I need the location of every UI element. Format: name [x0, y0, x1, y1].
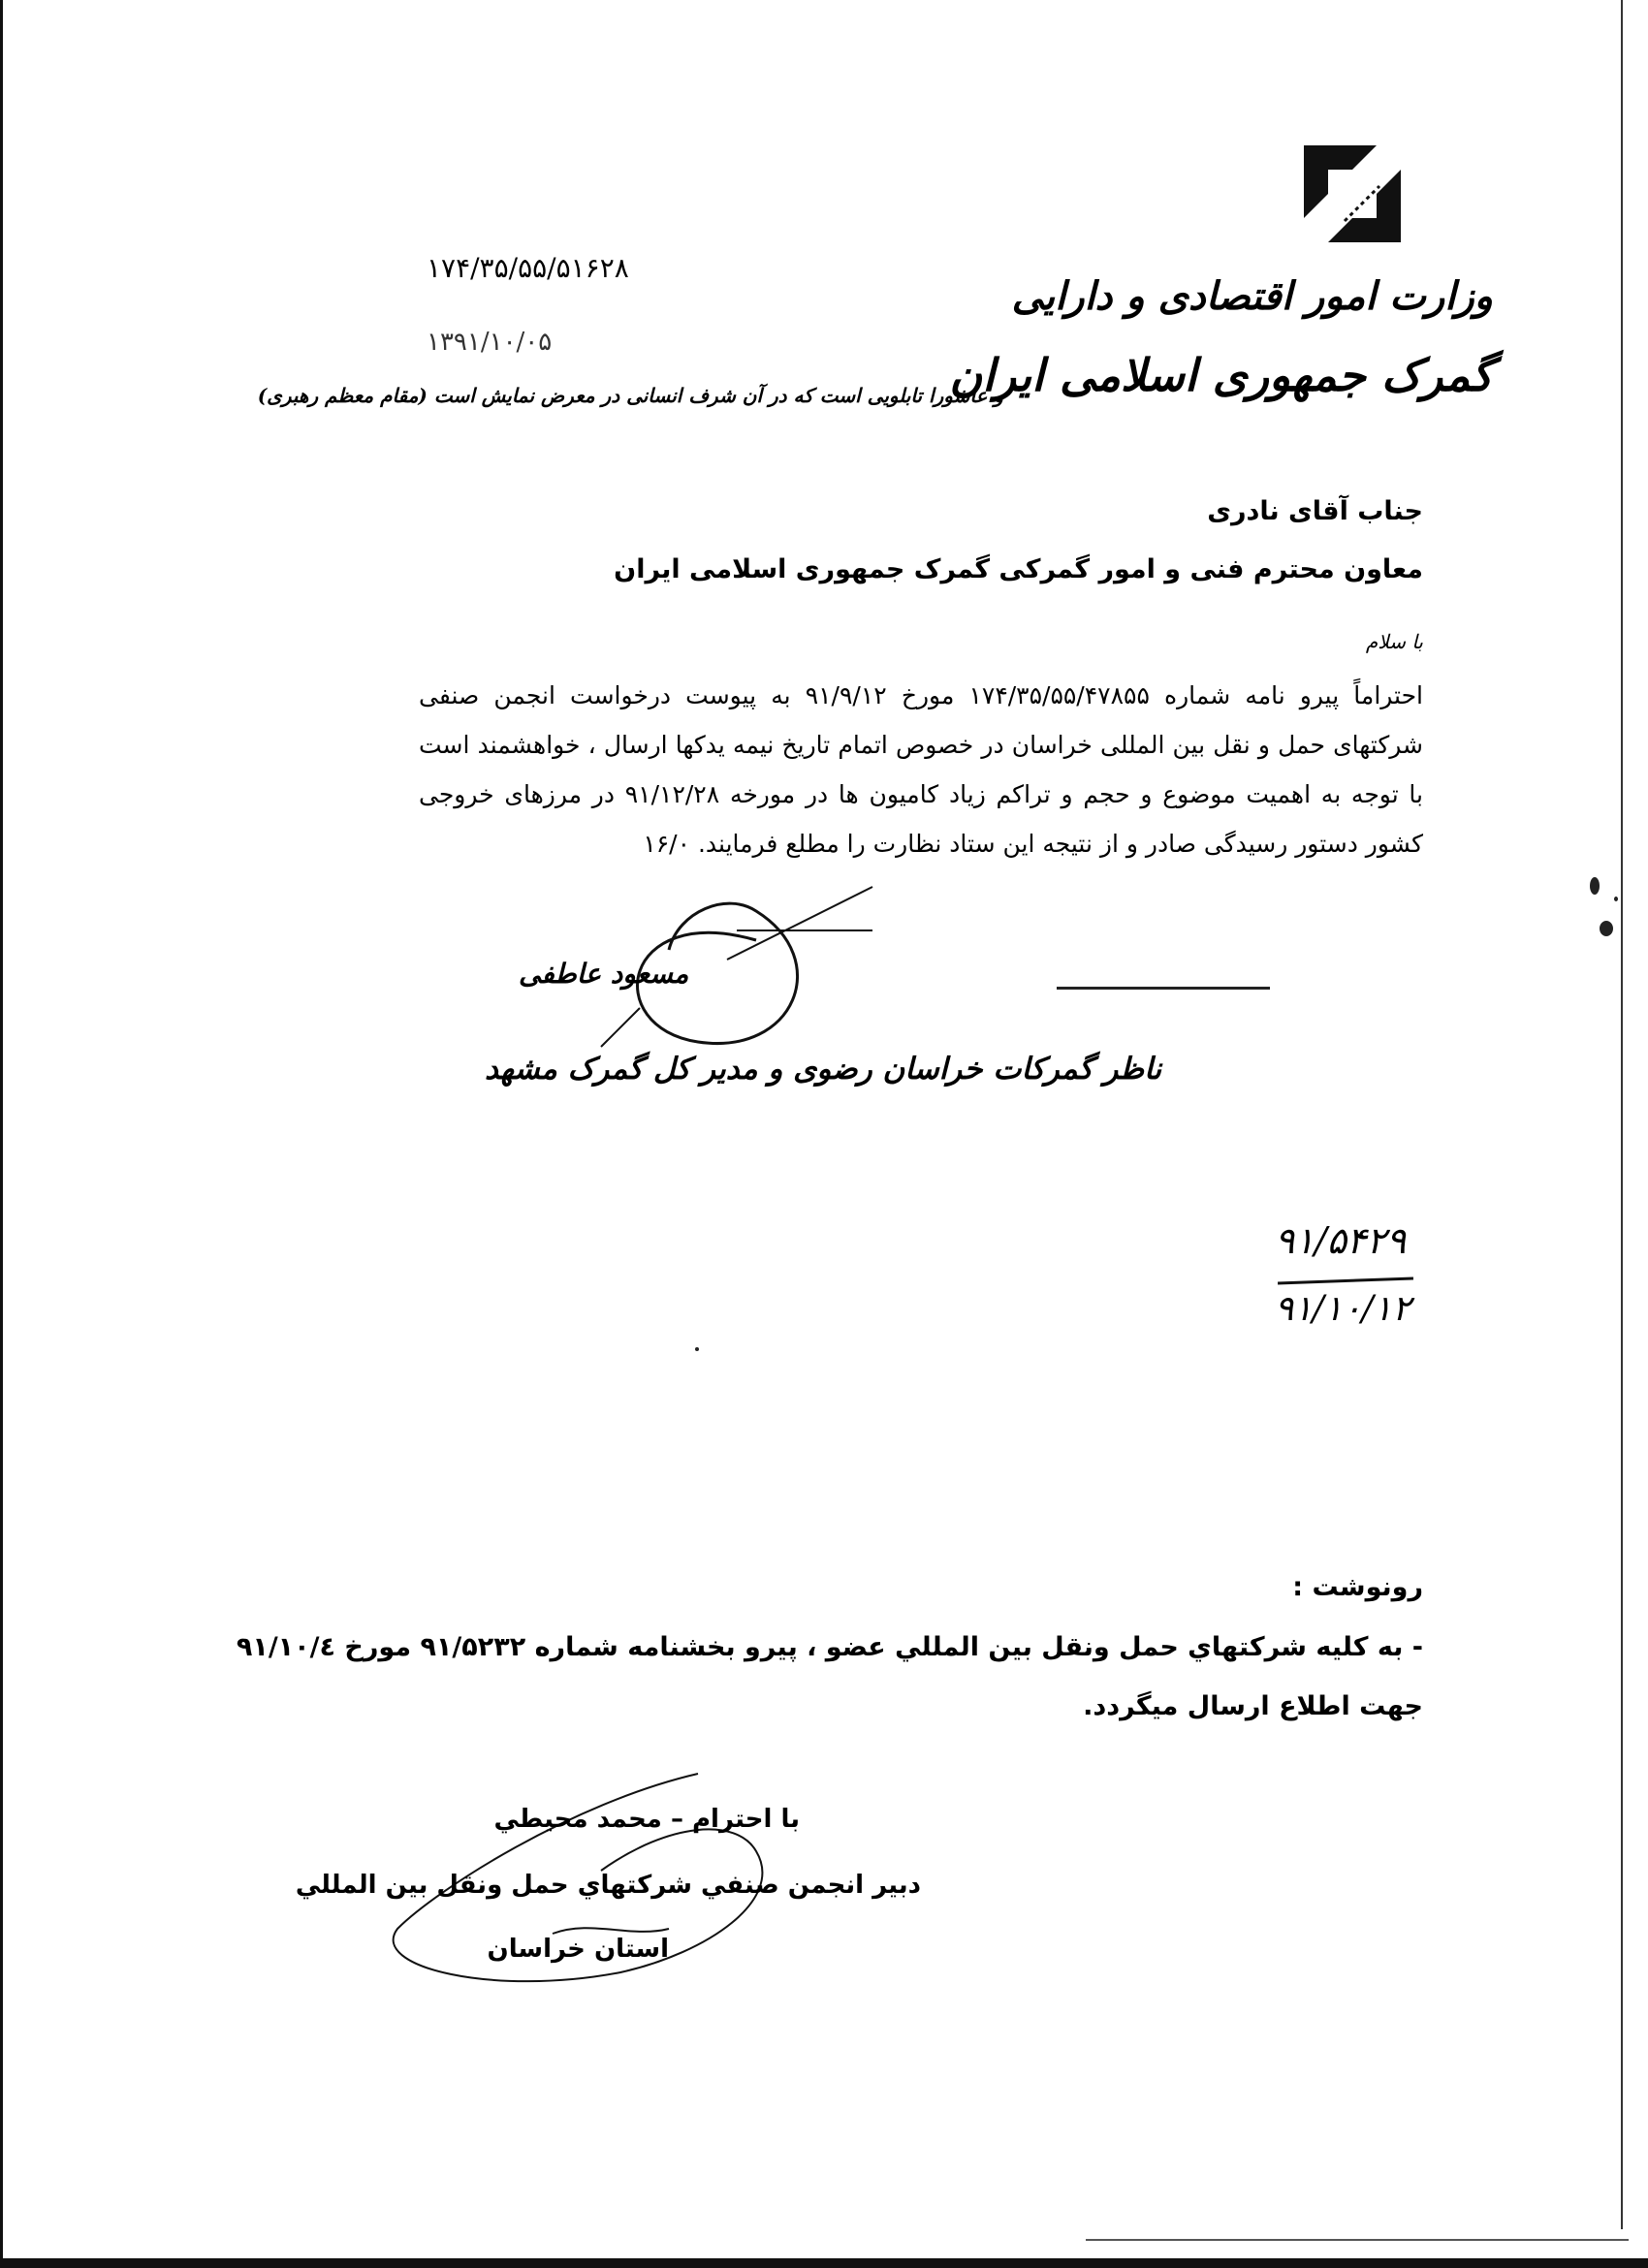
- customs-logo-icon: [1284, 126, 1420, 262]
- recipient-name: جناب آقای نادری: [1207, 496, 1423, 526]
- scan-speck: [1600, 921, 1613, 936]
- scan-speck: [1590, 877, 1600, 895]
- incoming-number: ۹۱/۵۴۲۹: [1275, 1219, 1407, 1262]
- cc-heading: رونوشت :: [1292, 1572, 1423, 1602]
- reference-number: ۱۷۴/۳۵/۵۵/۵۱۶۲۸: [427, 252, 629, 284]
- incoming-date: ۹۱/۱۰/۱۲: [1275, 1289, 1411, 1329]
- sender-role: دبیر انجمن صنفي شرکتهاي حمل ونقل بین المللي: [295, 1871, 921, 1900]
- separator-line: [1057, 987, 1270, 990]
- sender-organization: استان خراسان: [487, 1935, 669, 1964]
- scan-speck: [695, 1347, 699, 1351]
- scan-edge-bottom-inner: [1086, 2239, 1629, 2241]
- recipient-title: معاون محترم فنی و امور گمرکی گمرک جمهوری اسلامی ایران: [614, 554, 1423, 584]
- letter-body: احتراماً پیرو نامه شماره ۱۷۴/۳۵/۵۵/۴۷۸۵۵ مورخ ۹۱/۹/۱۲ به پیوست درخواست انجمن صنفی شرکتهای حمل و نقل بین المللی خراسان در خصوص اتمام تاریخ نیمه یدکها ارسال ، خواهشمند است با توجه به اهمیت موضوع و حجم و تراکم زیاد کامیون ها در مورخه ۹۱/۱۲/۲۸ در مرزهای خروجی کشور دستور رسیدگی صادر و از نتیجه این ستاد نظارت را مطلع فرمایند. ۱۶/۰: [419, 681, 1423, 858]
- scan-speck: [1614, 897, 1618, 901]
- cc-line-1: - به کلیه شرکتهاي حمل ونقل بین المللي عضو ، پیرو بخشنامه شماره ۹۱/۵۲۳۲ مورخ ۹۱/۱۰/٤: [236, 1632, 1423, 1662]
- cc-line-2: جهت اطلاع ارسال میگردد.: [1083, 1691, 1423, 1721]
- signatory-title: ناظر گمرکات خراسان رضوی و مدیر کل گمرک مشهد: [485, 1052, 1162, 1087]
- greeting: با سلام: [1365, 630, 1423, 653]
- scan-edge-bottom: [0, 2258, 1648, 2268]
- header-motto: و عاشورا تابلویی است که در آن شرف انسانی در معرض نمایش است (مقام معظم رهبری): [257, 384, 1003, 407]
- closing-line: با احترام – محمد محیطي: [493, 1805, 800, 1834]
- reference-date: ۱۳۹۱/۱۰/۰۵: [427, 328, 553, 357]
- scan-edge-left: [0, 0, 3, 2268]
- ministry-name: وزارت امور اقتصادی و دارایی: [1011, 273, 1493, 319]
- signatory-name: مسعود عاطفی: [519, 958, 689, 990]
- incoming-underline: [1278, 1277, 1413, 1285]
- customs-name: گمرک جمهوری اسلامی ایران: [949, 349, 1493, 401]
- scan-edge-right: [1621, 0, 1623, 2229]
